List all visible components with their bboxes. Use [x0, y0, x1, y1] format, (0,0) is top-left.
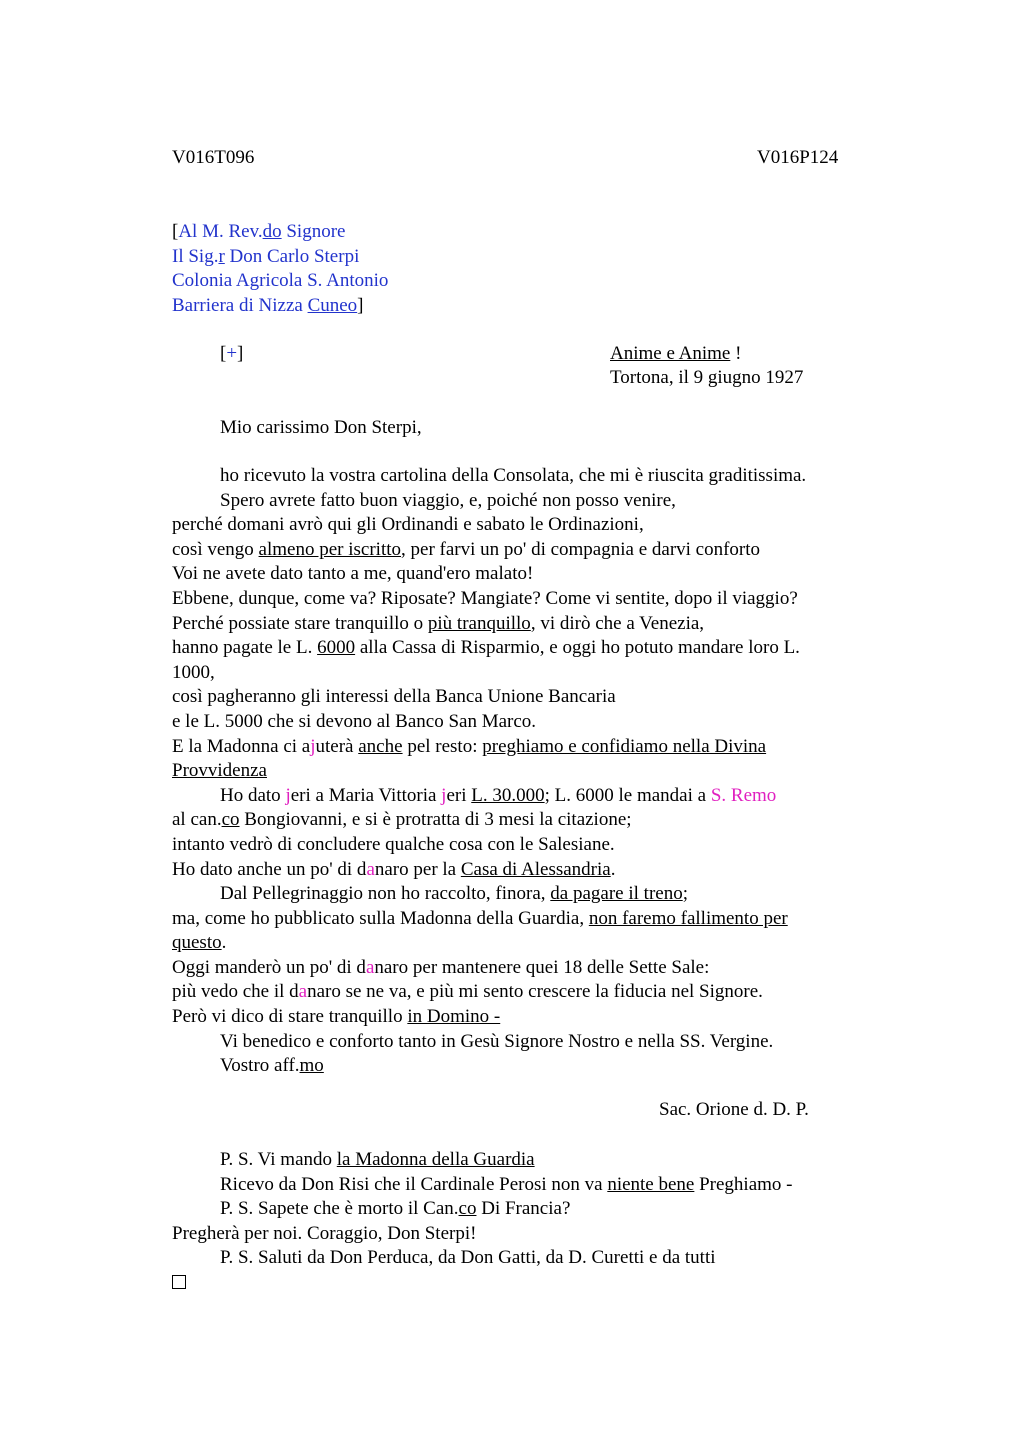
- body-line: così pagheranno gli interessi della Banca Unione Bancaria: [172, 686, 616, 708]
- body-line: al can.co Bongiovanni, e si è protratta di 3 mesi la citazione;: [172, 809, 632, 831]
- body-line: così vengo almeno per iscritto, per farvi un po' di compagnia e darvi conforto: [172, 538, 761, 560]
- postscript-line: P. S. Saluti da Don Perduca, da Don Gatti, da D. Curetti e da tutti: [220, 1247, 716, 1269]
- end-box-icon: [172, 1271, 793, 1296]
- body-line: intanto vedrò di concludere qualche cosa con le Salesiane.: [172, 833, 615, 855]
- cross-mark: [+]: [220, 343, 244, 364]
- motto: Anime e Anime !: [610, 343, 742, 364]
- body-line: Ho dato anche un po' di danaro per la Casa di Alessandria.: [172, 858, 616, 880]
- body-line: Provvidenza: [172, 760, 267, 782]
- address-block: [172, 220, 388, 318]
- postscript-block: [172, 1148, 793, 1296]
- header-left-code: V016T096: [172, 147, 255, 168]
- dateline: Tortona, il 9 giugno 1927: [610, 367, 804, 388]
- body-line: Perché possiate stare tranquillo o più tranquillo, vi dirò che a Venezia,: [172, 612, 705, 634]
- letter-body: [172, 464, 872, 1079]
- address-line-1: [Al M. Rev.do Signore: [172, 221, 346, 242]
- header-right-code: V016P124: [757, 147, 839, 168]
- address-line-4: Barriera di Nizza Cuneo]: [172, 294, 364, 316]
- body-line: Spero avrete fatto buon viaggio, e, poiché non posso venire,: [220, 489, 676, 511]
- salutation: Mio carissimo Don Sterpi,: [220, 417, 422, 438]
- postscript-line: Pregherà per noi. Coraggio, Don Sterpi!: [172, 1222, 477, 1244]
- body-line: Oggi manderò un po' di danaro per mantenere quei 18 delle Sette Sale:: [172, 956, 710, 978]
- body-line: Però vi dico di stare tranquillo in Domino -: [172, 1006, 501, 1028]
- body-line: questo.: [172, 932, 227, 954]
- body-line: perché domani avrò qui gli Ordinandi e sabato le Ordinazioni,: [172, 514, 644, 536]
- body-line: hanno pagate le L. 6000 alla Cassa di Risparmio, e oggi ho potuto mandare loro L.: [172, 637, 800, 659]
- body-line: Voi ne avete dato tanto a me, quand'ero malato!: [172, 563, 534, 585]
- body-line: più vedo che il danaro se ne va, e più mi sento crescere la fiducia nel Signore.: [172, 981, 763, 1003]
- postscript-line: P. S. Vi mando la Madonna della Guardia: [220, 1149, 535, 1170]
- body-line: Vostro aff.mo: [220, 1055, 324, 1077]
- body-line: Vi benedico e conforto tanto in Gesù Signore Nostro e nella SS. Vergine.: [220, 1030, 774, 1052]
- address-line-3: Colonia Agricola S. Antonio: [172, 270, 389, 292]
- body-line: E la Madonna ci ajuterà anche pel resto: preghiamo e confidiamo nella Divina: [172, 735, 767, 757]
- body-line: ho ricevuto la vostra cartolina della Consolata, che mi è riuscita graditissima.: [220, 465, 807, 486]
- body-line: ma, come ho pubblicato sulla Madonna della Guardia, non faremo fallimento per: [172, 907, 788, 929]
- body-line: e le L. 5000 che si devono al Banco San Marco.: [172, 710, 537, 732]
- postscript-line: Ricevo da Don Risi che il Cardinale Perosi non va niente bene Preghiamo -: [220, 1173, 793, 1195]
- body-line: Ho dato jeri a Maria Vittoria jeri L. 30.000; L. 6000 le mandai a S. Remo: [220, 784, 777, 806]
- postscript-line: P. S. Sapete che è morto il Can.co Di Francia?: [220, 1198, 571, 1220]
- body-line: 1000,: [172, 661, 215, 683]
- signature: Sac. Orione d. D. P.: [659, 1099, 809, 1120]
- body-line: Dal Pellegrinaggio non ho raccolto, finora, da pagare il treno;: [220, 883, 688, 905]
- address-line-2: Il Sig.r Don Carlo Sterpi: [172, 245, 360, 267]
- body-line: Ebbene, dunque, come va? Riposate? Mangiate? Come vi sentite, dopo il viaggio?: [172, 587, 798, 609]
